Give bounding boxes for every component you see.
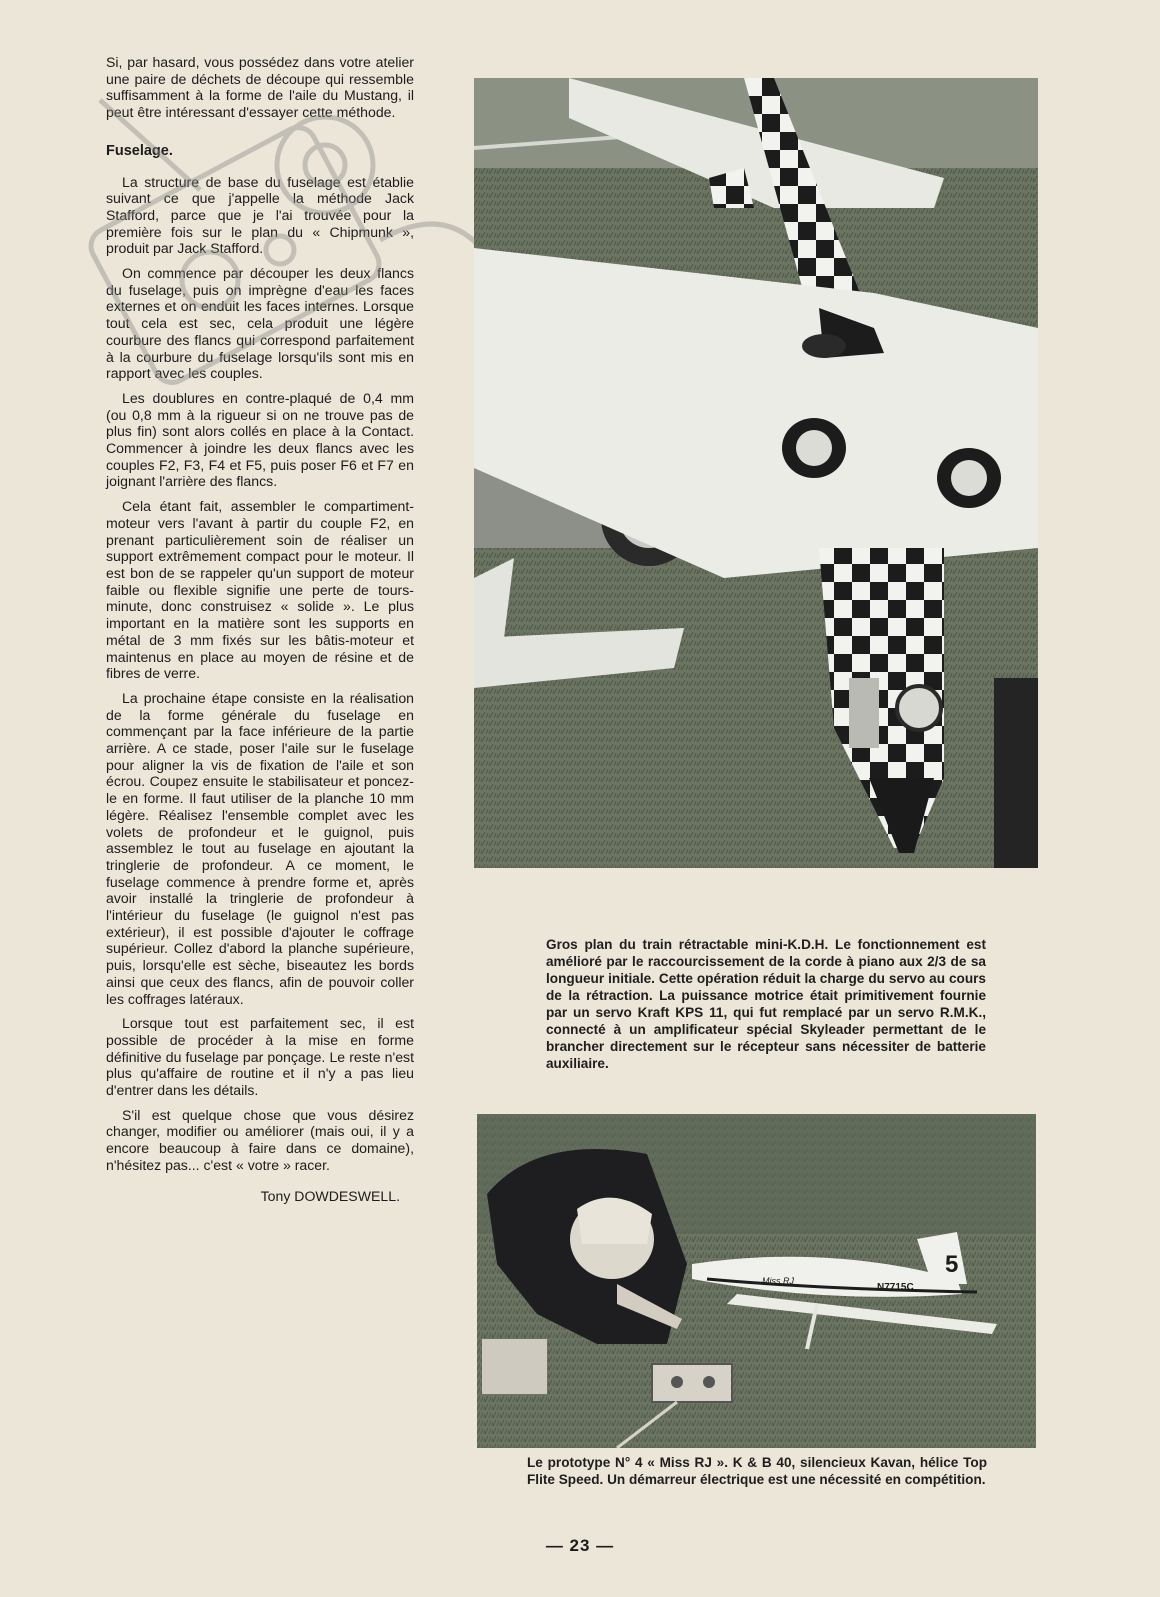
intro-paragraph: Si, par hasard, vous possédez dans votre atelier une paire de déchets de découpe qui ressemble suffisamment à la forme de l'aile du Mustang, il peut être intéressant d'essayer cette méthode. xyxy=(106,54,414,121)
plane-name-mark: Miss RJ xyxy=(762,1276,794,1286)
article-paragraph: Cela étant fait, assembler le compartiment-moteur vers l'avant à partir du couple F2, en prenant particulièrement soin de réaliser un support extrêmement compact pour le moteur. Il est bon de se rappeler qu'un support de moteur faible ou flexible signifie une perte de tours-minute, donc construisez « solide ». Le plus important en la matière sont les supports en métal de 3 mm fixés sur les bâtis-moteur et maintenus en place au moyen de résine et de fibres de verre. xyxy=(106,498,414,682)
photo-caption: Gros plan du train rétractable mini-K.D.H. Le fonctionnement est amélioré par le raccourcissement de la corde à piano aux 2/3 de sa longueur initiale. Cette opération réduit la charge du servo au cours de la rétraction. La puissance motrice était primitivement fournie par un servo Kraft KPS 11, qui fut remplacé par un servo R.M.K., connecté à un amplificateur spécial Skyleader permettant de le brancher directement sur le récepteur sans nécessiter de batterie auxiliaire. xyxy=(546,937,986,1071)
article-paragraph: S'il est quelque chose que vous désirez changer, modifier ou améliorer (mais oui, il y a encore beaucoup à faire dans ce domaine), n'hésitez pas... c'est « votre » racer. xyxy=(106,1106,414,1173)
article-paragraph: Lorsque tout est parfaitement sec, il est possible de procéder à la mise en forme définitive du fuselage par ponçage. Le reste n'est plus qu'affaire de routine et il n'y a pas lieu d'entrer dans les détails. xyxy=(106,1015,414,1099)
article-paragraph: La structure de base du fuselage est établie suivant ce que j'appelle la méthode Jack Stafford, parce que je l'ai trouvée pour la première fois sur le plan du « Chipmunk », produit par Jack Stafford. xyxy=(106,173,414,257)
prototype-plane-photo xyxy=(477,1114,1036,1448)
race-number: 5 xyxy=(945,1251,959,1278)
retractable-gear-photo xyxy=(474,78,1038,868)
author-signature: Tony DOWDESWELL. xyxy=(260,1187,400,1204)
photo-caption: Le prototype N° 4 « Miss RJ ». K & B 40, silencieux Kavan, hélice Top Flite Speed. Un démarreur électrique est une nécessité en compétition. xyxy=(527,1455,987,1487)
article-paragraph: Les doublures en contre-plaqué de 0,4 mm (ou 0,8 mm à la rigueur si on ne trouve pas de plus fin) sont alors collés en place à la Contact. Commencer à joindre les deux flancs avec les couples F2, F3, F4 et F5, puis poser F6 et F7 en joignant l'arrière des flancs. xyxy=(106,389,414,490)
article-paragraph: La prochaine étape consiste en la réalisation de la forme générale du fuselage en commençant par la face inférieure de la partie arrière. A ce stade, poser l'aile sur le fuselage pour aligner la vis de fixation de l'aile et son écrou. Coupez ensuite le stabilisateur et poncez-le en forme. Il faut utiliser de la planche 10 mm légère. Réalisez l'ensemble complet avec les volets de profondeur et le guignol, puis assemblez le tout au fuselage en ajoutant la tringlerie de profondeur. A ce moment, le fuselage commence à prendre forme et, après avoir installé la tringlerie de profondeur à l'intérieur du fuselage (le guignol n'est pas extérieur), il est possible d'ajouter le coffrage supérieur. Collez d'abord la planche supérieure, puis, lorsqu'elle est sèche, biseautez les bords ainsi que ceux des flancs, afin de pouvoir coller les coffrages latéraux. xyxy=(106,689,414,1007)
page-number: — 23 — xyxy=(545,1536,615,1555)
registration-mark: N7715C xyxy=(877,1282,914,1293)
article-paragraph: On commence par découper les deux flancs du fuselage, puis on imprègne d'eau les faces externes et on enduit les faces internes. Lorsque tout cela est sec, cela produit une légère courbure des flancs qui correspond parfaitement à la courbure du fuselage lorsqu'ils sont mis en rapport avec les couples. xyxy=(106,265,414,382)
section-heading: Fuselage. xyxy=(106,142,173,159)
watermark-stamp-icon xyxy=(80,80,520,400)
